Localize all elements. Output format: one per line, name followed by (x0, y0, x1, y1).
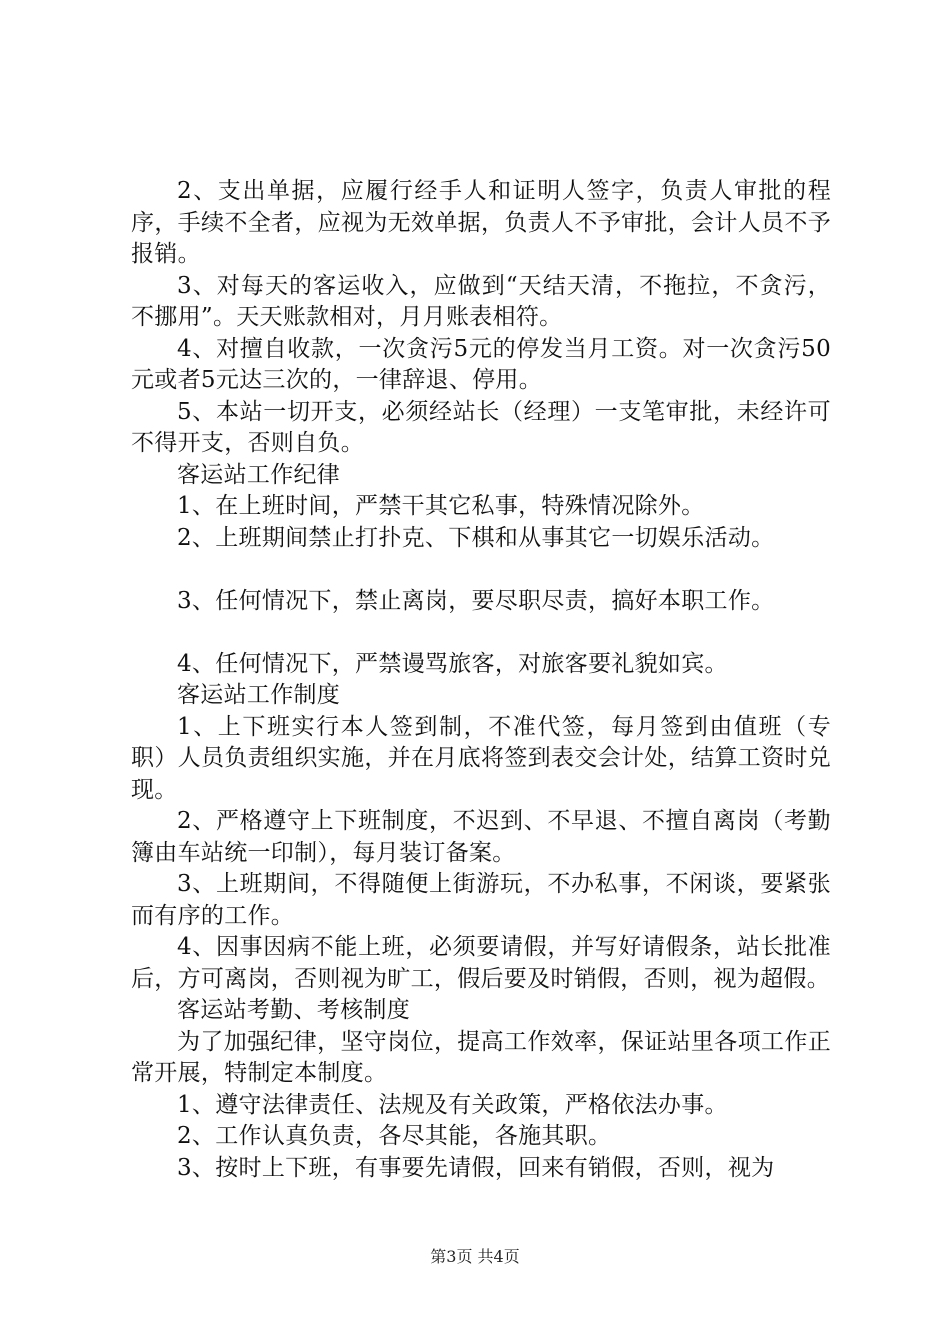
system-item: 3、上班期间，不得随便上街游玩，不办私事，不闲谈，要紧张而有序的工作。 (131, 871, 831, 929)
paragraph-expense-receipts: 2、支出单据，应履行经手人和证明人签字，负责人审批的程序，手续不全者，应视为无效单据，负责人不予审批，会计人员不予报销。 (131, 178, 831, 267)
discipline-item: 3、任何情况下，禁止离岗，要尽职尽责，搞好本职工作。 (177, 587, 775, 614)
section-title-attendance: 客运站考勤、考核制度 (177, 997, 410, 1023)
discipline-item: 1、在上班时间，严禁干其它私事，特殊情况除外。 (177, 493, 705, 519)
page-footer (0, 1244, 950, 1267)
attendance-item: 1、遵守法律责任、法规及有关政策，严格依法办事。 (177, 1091, 728, 1118)
paragraph-unauthorized-collection: 4、对擅自收款，一次贪污5元的停发当月工资。对一次贪污50元或者5元达三次的，一律辞退、停用。 (131, 335, 831, 393)
paragraph-expense-approval: 5、本站一切开支，必须经站长（经理）一支笔审批，未经许可不得开支，否则自负。 (131, 398, 831, 456)
system-item: 4、因事因病不能上班，必须要请假，并写好请假条，站长批准后，方可离岗，否则视为旷工，假后要及时销假，否则，视为超假。 (131, 934, 831, 992)
blank-line (131, 617, 831, 649)
attendance-intro: 为了加强纪律，坚守岗位，提高工作效率，保证站里各项工作正常开展，特制定本制度。 (131, 1028, 831, 1086)
discipline-item: 2、上班期间禁止打扑克、下棋和从事其它一切娱乐活动。 (177, 524, 775, 551)
section-title-work-system: 客运站工作制度 (177, 682, 341, 708)
document-body (131, 176, 831, 1184)
section-title-discipline: 客运站工作纪律 (177, 461, 341, 488)
attendance-item: 3、按时上下班，有事要先请假，回来有销假，否则，视为 (177, 1154, 775, 1181)
discipline-item: 4、任何情况下，严禁谩骂旅客，对旅客要礼貌如宾。 (177, 650, 728, 677)
paragraph-daily-revenue: 3、对每天的客运收入，应做到“天结天清，不拖拉，不贪污，不挪用”。天天账款相对，月月账表相符。 (131, 272, 831, 330)
system-item: 2、严格遵守上下班制度，不迟到、不早退、不擅自离岗（考勤簿由车站统一印制），每月装订备案。 (131, 808, 831, 866)
attendance-item: 2、工作认真负责，各尽其能，各施其职。 (177, 1123, 612, 1149)
page-number-label: 第3页 共4页 (430, 1247, 520, 1266)
system-item: 1、上下班实行本人签到制，不准代签，每月签到由值班（专职）人员负责组织实施，并在月底将签到表交会计处，结算工资时兑现。 (131, 713, 831, 803)
blank-line (131, 554, 831, 586)
